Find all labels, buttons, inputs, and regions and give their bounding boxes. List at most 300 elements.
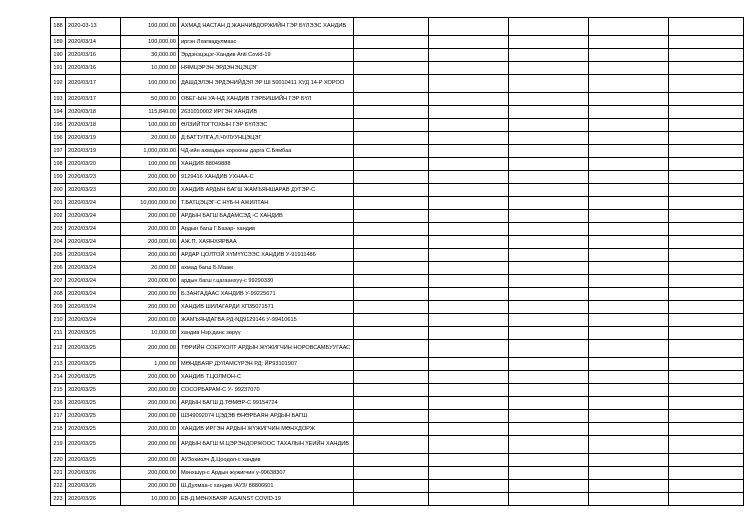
- table-row: [51, 197, 744, 210]
- empty-cell: [429, 197, 509, 210]
- empty-cell: [509, 184, 589, 197]
- empty-cell: [509, 423, 589, 436]
- ledger-table: [50, 17, 744, 506]
- empty-cell: [429, 132, 509, 145]
- row-number: 211: [51, 327, 66, 340]
- empty-cell: [354, 93, 429, 106]
- row-amount: 200,000.00: [121, 223, 179, 236]
- table-row: [51, 93, 744, 106]
- empty-cell: [509, 75, 589, 93]
- empty-cell: [509, 171, 589, 184]
- row-number: 220: [51, 454, 66, 467]
- row-number: 188: [51, 18, 66, 36]
- table-row: [51, 397, 744, 410]
- empty-cell: [669, 301, 744, 314]
- empty-cell: [669, 197, 744, 210]
- empty-cell: [589, 288, 669, 301]
- row-amount: 10,000.00: [121, 327, 179, 340]
- empty-cell: [354, 158, 429, 171]
- empty-cell: [589, 436, 669, 454]
- empty-cell: [354, 467, 429, 480]
- row-number: 197: [51, 145, 66, 158]
- empty-cell: [429, 358, 509, 371]
- empty-cell: [669, 454, 744, 467]
- table-row: [51, 184, 744, 197]
- row-description: АХМАД НАСТАН Д.ЖАНЧИВДОРЖИЙН ГЭР БҮЛЭЭС ХАНДИВ: [179, 18, 354, 36]
- empty-cell: [589, 18, 669, 36]
- empty-cell: [589, 106, 669, 119]
- table-row: [51, 384, 744, 397]
- row-date: 2020/03/26: [66, 480, 121, 493]
- row-date: 2020/03/19: [66, 132, 121, 145]
- table-row: [51, 119, 744, 132]
- empty-cell: [589, 49, 669, 62]
- row-date: 2020/03/19: [66, 145, 121, 158]
- empty-cell: [589, 249, 669, 262]
- empty-cell: [669, 171, 744, 184]
- empty-cell: [669, 436, 744, 454]
- row-number: 219: [51, 436, 66, 454]
- empty-cell: [354, 262, 429, 275]
- row-amount: 200,000.00: [121, 236, 179, 249]
- row-description: МӨНДБАЯР ДУЛАМСҮРЭН РД: ЙР93101907: [179, 358, 354, 371]
- row-date: 2020/03/25: [66, 423, 121, 436]
- empty-cell: [509, 49, 589, 62]
- row-description: АРДАР ЦОЛТОЙ ХҮМҮҮСЭЭС ХАНДИВ У-91911486: [179, 249, 354, 262]
- empty-cell: [669, 158, 744, 171]
- empty-cell: [354, 480, 429, 493]
- empty-cell: [589, 210, 669, 223]
- row-number: 195: [51, 119, 66, 132]
- empty-cell: [509, 18, 589, 36]
- row-date: 2020/03/17: [66, 93, 121, 106]
- row-date: 2020/03/26: [66, 493, 121, 506]
- row-amount: 200,000.00: [121, 410, 179, 423]
- empty-cell: [669, 371, 744, 384]
- empty-cell: [354, 436, 429, 454]
- empty-cell: [509, 132, 589, 145]
- empty-cell: [429, 340, 509, 358]
- table-row: [51, 62, 744, 75]
- empty-cell: [429, 93, 509, 106]
- empty-cell: [509, 93, 589, 106]
- row-date: 2020/03/24: [66, 301, 121, 314]
- empty-cell: [669, 397, 744, 410]
- empty-cell: [429, 314, 509, 327]
- empty-cell: [669, 119, 744, 132]
- row-amount: 200,000.00: [121, 171, 179, 184]
- row-description: ӨЛЗИЙТОГТОХЫН ГЭР БҮЛЭЭС: [179, 119, 354, 132]
- row-number: 221: [51, 467, 66, 480]
- empty-cell: [429, 410, 509, 423]
- empty-cell: [509, 454, 589, 467]
- table-row: [51, 210, 744, 223]
- empty-cell: [354, 106, 429, 119]
- row-description: ХАНДИВ Т.ЦОЛМОН-С: [179, 371, 354, 384]
- empty-cell: [429, 467, 509, 480]
- row-description: 9129416 ХАНДИВ УХНАА-С: [179, 171, 354, 184]
- row-description: ХАНДИВ 88049888: [179, 158, 354, 171]
- table-row: [51, 410, 744, 423]
- row-number: 212: [51, 340, 66, 358]
- row-number: 193: [51, 93, 66, 106]
- row-number: 201: [51, 197, 66, 210]
- table-row: [51, 49, 744, 62]
- empty-cell: [589, 384, 669, 397]
- row-amount: 1,000.00: [121, 358, 179, 371]
- empty-cell: [589, 145, 669, 158]
- empty-cell: [669, 262, 744, 275]
- empty-cell: [429, 249, 509, 262]
- empty-cell: [509, 197, 589, 210]
- row-description: хандив Нэр.данс зөрүү: [179, 327, 354, 340]
- row-date: 2020/03/25: [66, 384, 121, 397]
- empty-cell: [669, 106, 744, 119]
- row-amount: 200,000.00: [121, 288, 179, 301]
- empty-cell: [429, 436, 509, 454]
- row-date: 2020/03/23: [66, 171, 121, 184]
- row-description: АРДЫН БАГШ Д.ТӨМӨР-С 99154724: [179, 397, 354, 410]
- table-row: [51, 314, 744, 327]
- empty-cell: [589, 275, 669, 288]
- table-row: [51, 288, 744, 301]
- empty-cell: [509, 210, 589, 223]
- empty-cell: [354, 210, 429, 223]
- row-number: 191: [51, 62, 66, 75]
- empty-cell: [669, 145, 744, 158]
- row-description: ахмад багш Б.Маам: [179, 262, 354, 275]
- empty-cell: [429, 36, 509, 49]
- table-row: [51, 454, 744, 467]
- empty-cell: [589, 132, 669, 145]
- empty-cell: [429, 210, 509, 223]
- row-amount: 100,000.00: [121, 75, 179, 93]
- row-amount: 200,000.00: [121, 340, 179, 358]
- empty-cell: [429, 171, 509, 184]
- donation-ledger: [50, 17, 744, 506]
- table-row: [51, 106, 744, 119]
- row-description: ДАШДЭЛЭН ЭРДЭНИЙДЭЛ ЭР ШI 50010411 ХУД 14-Р ХОРОО: [179, 75, 354, 93]
- row-amount: 200,000.00: [121, 301, 179, 314]
- empty-cell: [589, 75, 669, 93]
- empty-cell: [429, 454, 509, 467]
- empty-cell: [509, 410, 589, 423]
- empty-cell: [354, 75, 429, 93]
- row-number: 218: [51, 423, 66, 436]
- row-date: 2020-03-13: [66, 18, 121, 36]
- empty-cell: [354, 410, 429, 423]
- row-amount: 200,000.00: [121, 480, 179, 493]
- row-amount: 200,000.00: [121, 314, 179, 327]
- empty-cell: [669, 410, 744, 423]
- table-row: [51, 18, 744, 36]
- empty-cell: [669, 49, 744, 62]
- row-date: 2020/03/24: [66, 210, 121, 223]
- empty-cell: [354, 171, 429, 184]
- row-date: 2020/03/25: [66, 327, 121, 340]
- row-number: 205: [51, 249, 66, 262]
- row-date: 2020/03/24: [66, 249, 121, 262]
- table-row: [51, 358, 744, 371]
- row-number: 194: [51, 106, 66, 119]
- empty-cell: [669, 327, 744, 340]
- empty-cell: [354, 132, 429, 145]
- empty-cell: [509, 36, 589, 49]
- empty-cell: [354, 197, 429, 210]
- row-number: 222: [51, 480, 66, 493]
- row-description: ТӨРИЙН СОЕРХОЛТ АРДЫН ЖҮЖИГЧИН НОРОВСАМБУУГААС: [179, 340, 354, 358]
- row-amount: 30,000.00: [121, 49, 179, 62]
- empty-cell: [589, 454, 669, 467]
- empty-cell: [509, 275, 589, 288]
- row-description: АЖ.П. ХАЯНХЯРВАА: [179, 236, 354, 249]
- empty-cell: [354, 288, 429, 301]
- row-number: 200: [51, 184, 66, 197]
- row-description: Т.БАТЦЭЦЭГ-С НҮБ-Н АЖИЛТАН: [179, 197, 354, 210]
- row-date: 2020/03/18: [66, 119, 121, 132]
- empty-cell: [509, 371, 589, 384]
- row-date: 2020/03/25: [66, 397, 121, 410]
- empty-cell: [354, 223, 429, 236]
- row-amount: 200,000.00: [121, 249, 179, 262]
- row-amount: 10,000.00: [121, 493, 179, 506]
- empty-cell: [429, 75, 509, 93]
- empty-cell: [669, 210, 744, 223]
- row-amount: 200,000.00: [121, 397, 179, 410]
- empty-cell: [669, 423, 744, 436]
- empty-cell: [509, 62, 589, 75]
- row-number: 216: [51, 397, 66, 410]
- empty-cell: [354, 301, 429, 314]
- row-number: 189: [51, 36, 66, 49]
- row-number: 213: [51, 358, 66, 371]
- empty-cell: [589, 236, 669, 249]
- row-description: ЕВ-Д.МӨНХБАЯР AGAINST COVID-19: [179, 493, 354, 506]
- row-amount: 200,000.00: [121, 371, 179, 384]
- empty-cell: [509, 436, 589, 454]
- table-row: [51, 340, 744, 358]
- empty-cell: [509, 327, 589, 340]
- row-number: 209: [51, 301, 66, 314]
- row-date: 2020/03/20: [66, 158, 121, 171]
- empty-cell: [354, 249, 429, 262]
- row-amount: 100,000.00: [121, 119, 179, 132]
- empty-cell: [669, 493, 744, 506]
- empty-cell: [354, 314, 429, 327]
- empty-cell: [354, 327, 429, 340]
- empty-cell: [354, 49, 429, 62]
- row-number: 215: [51, 384, 66, 397]
- empty-cell: [669, 236, 744, 249]
- row-amount: 200,000.00: [121, 184, 179, 197]
- row-date: 2020/03/16: [66, 62, 121, 75]
- row-date: 2020/03/25: [66, 358, 121, 371]
- empty-cell: [509, 249, 589, 262]
- empty-cell: [429, 236, 509, 249]
- row-number: 208: [51, 288, 66, 301]
- empty-cell: [429, 371, 509, 384]
- empty-cell: [509, 236, 589, 249]
- empty-cell: [589, 197, 669, 210]
- empty-cell: [509, 106, 589, 119]
- row-description: Мөнхшүр-с Ардын жүжигчин у-99638307: [179, 467, 354, 480]
- empty-cell: [589, 371, 669, 384]
- empty-cell: [589, 467, 669, 480]
- table-row: [51, 36, 744, 49]
- row-number: 206: [51, 262, 66, 275]
- row-date: 2020/03/25: [66, 436, 121, 454]
- row-amount: 10,000.00: [121, 62, 179, 75]
- empty-cell: [509, 119, 589, 132]
- empty-cell: [429, 327, 509, 340]
- empty-cell: [429, 275, 509, 288]
- table-row: [51, 262, 744, 275]
- row-date: 2020/03/23: [66, 184, 121, 197]
- empty-cell: [429, 119, 509, 132]
- row-number: 192: [51, 75, 66, 93]
- empty-cell: [669, 249, 744, 262]
- row-date: 2020/03/18: [66, 106, 121, 119]
- row-date: 2020/03/25: [66, 410, 121, 423]
- empty-cell: [509, 340, 589, 358]
- row-amount: 20,000.00: [121, 132, 179, 145]
- empty-cell: [429, 62, 509, 75]
- empty-cell: [354, 371, 429, 384]
- row-date: 2020/03/24: [66, 314, 121, 327]
- table-row: [51, 327, 744, 340]
- empty-cell: [509, 467, 589, 480]
- empty-cell: [429, 106, 509, 119]
- empty-cell: [429, 480, 509, 493]
- row-description: ОБЕГ-ЫН УА-НД ХАНДИВ ТЭРБИШИЙН ГЭР БҮЛ: [179, 93, 354, 106]
- empty-cell: [429, 145, 509, 158]
- table-row: [51, 158, 744, 171]
- empty-cell: [669, 467, 744, 480]
- table-row: [51, 467, 744, 480]
- row-description: ЖАМЪЯНДАГВА РД-NД9129146 У-99410615: [179, 314, 354, 327]
- empty-cell: [589, 314, 669, 327]
- row-description: Д.БАТТУЛГА,Л.ЧУЛУУНЦЭЦЭГ: [179, 132, 354, 145]
- row-description: ХАНДИВ ИРГЭН АРДЫН ЖҮЖИГЧИН МӨНХДОРЖ: [179, 423, 354, 436]
- row-description: АУЗохиолч Д.Цоодол-с хандив: [179, 454, 354, 467]
- row-date: 2020/03/24: [66, 262, 121, 275]
- empty-cell: [429, 184, 509, 197]
- empty-cell: [429, 49, 509, 62]
- row-number: 223: [51, 493, 66, 506]
- empty-cell: [669, 75, 744, 93]
- empty-cell: [589, 119, 669, 132]
- table-row: [51, 275, 744, 288]
- row-date: 2020/03/25: [66, 340, 121, 358]
- empty-cell: [354, 384, 429, 397]
- row-number: 210: [51, 314, 66, 327]
- row-number: 190: [51, 49, 66, 62]
- table-row: [51, 171, 744, 184]
- row-description: НЯМЦЭРЭН ЭРДЭНЭЦЭЦЭГ: [179, 62, 354, 75]
- empty-cell: [509, 493, 589, 506]
- row-description: иргэн Лхагвадулмаас: [179, 36, 354, 49]
- table-row: [51, 75, 744, 93]
- empty-cell: [589, 301, 669, 314]
- empty-cell: [589, 62, 669, 75]
- empty-cell: [669, 223, 744, 236]
- empty-cell: [669, 480, 744, 493]
- row-date: 2020/03/24: [66, 288, 121, 301]
- row-amount: 10,000,000.00: [121, 197, 179, 210]
- empty-cell: [589, 171, 669, 184]
- row-date: 2020/03/25: [66, 454, 121, 467]
- empty-cell: [354, 340, 429, 358]
- empty-cell: [669, 132, 744, 145]
- row-description: АРДЫН БАГШ М.ЦЭРЭНДОРЖООС ТАХАЛЫН ҮЕИЙН ХАНДИВ: [179, 436, 354, 454]
- row-amount: 1,000,000.00: [121, 145, 179, 158]
- empty-cell: [429, 18, 509, 36]
- empty-cell: [509, 397, 589, 410]
- row-description: ардын багш г.цагаанхүү-с 99290330: [179, 275, 354, 288]
- table-row: [51, 493, 744, 506]
- row-amount: 200,000.00: [121, 423, 179, 436]
- row-amount: 200,000.00: [121, 275, 179, 288]
- empty-cell: [669, 18, 744, 36]
- empty-cell: [669, 340, 744, 358]
- row-date: 2020/03/26: [66, 467, 121, 480]
- row-amount: 50,000.00: [121, 93, 179, 106]
- empty-cell: [589, 93, 669, 106]
- row-description: 2631010002 ИРГЭН ХАНДИВ: [179, 106, 354, 119]
- row-amount: 200,000.00: [121, 210, 179, 223]
- table-row: [51, 145, 744, 158]
- empty-cell: [509, 480, 589, 493]
- row-number: 204: [51, 236, 66, 249]
- empty-cell: [669, 384, 744, 397]
- row-description: Ардын багш Г.Базар- хандив: [179, 223, 354, 236]
- row-number: 207: [51, 275, 66, 288]
- empty-cell: [669, 358, 744, 371]
- row-number: 196: [51, 132, 66, 145]
- empty-cell: [354, 36, 429, 49]
- empty-cell: [509, 145, 589, 158]
- empty-cell: [354, 236, 429, 249]
- empty-cell: [429, 397, 509, 410]
- empty-cell: [354, 423, 429, 436]
- empty-cell: [589, 262, 669, 275]
- empty-cell: [589, 340, 669, 358]
- empty-cell: [509, 314, 589, 327]
- table-row: [51, 423, 744, 436]
- empty-cell: [429, 493, 509, 506]
- empty-cell: [669, 93, 744, 106]
- empty-cell: [589, 223, 669, 236]
- table-row: [51, 132, 744, 145]
- empty-cell: [509, 262, 589, 275]
- row-date: 2020/03/25: [66, 371, 121, 384]
- empty-cell: [589, 423, 669, 436]
- row-description: Ш349092074 ЦЭДЭВ ӨНӨРБАЯН АРДЫН БАГШ: [179, 410, 354, 423]
- row-amount: 20,000.00: [121, 262, 179, 275]
- empty-cell: [429, 384, 509, 397]
- table-row: [51, 371, 744, 384]
- row-description: ХАНДИВ ШИЛАГАРДИ ХП35071571: [179, 301, 354, 314]
- empty-cell: [354, 454, 429, 467]
- table-row: [51, 249, 744, 262]
- empty-cell: [509, 158, 589, 171]
- row-date: 2020/03/24: [66, 236, 121, 249]
- row-number: 198: [51, 158, 66, 171]
- empty-cell: [354, 145, 429, 158]
- table-row: [51, 223, 744, 236]
- row-amount: 200,000.00: [121, 467, 179, 480]
- empty-cell: [429, 423, 509, 436]
